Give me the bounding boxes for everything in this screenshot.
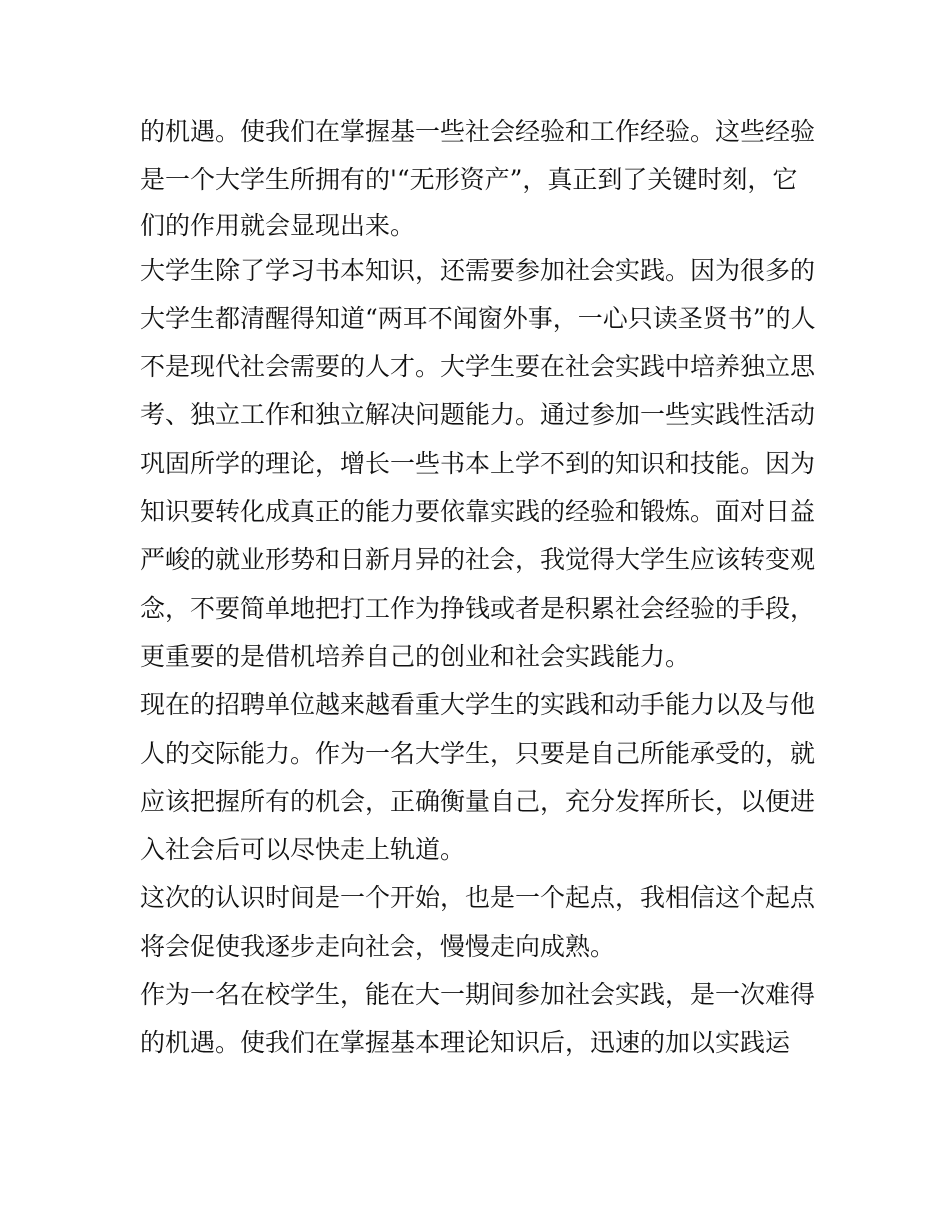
text-line: 大学生除了学习书本知识，还需要参加社会实践。因为很多的 (140, 255, 816, 285)
text-line: 念，不要简单地把打工作为挣钱或者是积累社会经验的手段， (140, 593, 816, 623)
text-line: 将会促使我逐步走向社会，慢慢走向成熟。 (140, 931, 616, 961)
text-line: 现在的招聘单位越来越看重大学生的实践和动手能力以及与他 (140, 690, 816, 720)
text-line: 们的作用就会显现出来。 (140, 210, 416, 240)
text-line: 应该把握所有的机会，正确衡量自己，充分发挥所长，以便进 (140, 786, 816, 816)
text-line: 不是现代社会需要的人才。大学生要在社会实践中培养独立思 (140, 352, 816, 382)
text-line: 是一个大学生所拥有的'“无形资产”，真正到了关键时刻，它 (140, 165, 798, 195)
document-body (140, 108, 830, 1068)
text-line: 巩固所学的理论，增长一些书本上学不到的知识和技能。因为 (140, 448, 816, 478)
text-line: 这次的认识时间是一个开始，也是一个起点，我相信这个起点 (140, 883, 816, 913)
text-line: 入社会后可以尽快走上轨道。 (140, 835, 466, 865)
text-line: 大学生都清醒得知道“两耳不闻窗外事，一心只读圣贤书”的人 (140, 303, 816, 333)
text-line: 更重要的是借机培养自己的创业和社会实践能力。 (140, 641, 691, 671)
text-line: 知识要转化成真正的能力要依靠实践的经验和锻炼。面对日益 (140, 497, 816, 527)
text-line: 严峻的就业形势和日新月异的社会，我觉得大学生应该转变观 (140, 545, 816, 575)
text-line: 的机遇。使我们在掌握基一些社会经验和工作经验。这些经验 (140, 117, 816, 146)
text-line: 考、独立工作和独立解决问题能力。通过参加一些实践性活动 (140, 400, 816, 430)
text-line: 的机遇。使我们在掌握基本理论知识后，迅速的加以实践运 (140, 1028, 791, 1058)
text-line: 人的交际能力。作为一名大学生，只要是自己所能承受的，就 (140, 738, 816, 768)
text-line: 作为一名在校学生，能在大一期间参加社会实践，是一次难得 (140, 980, 816, 1010)
